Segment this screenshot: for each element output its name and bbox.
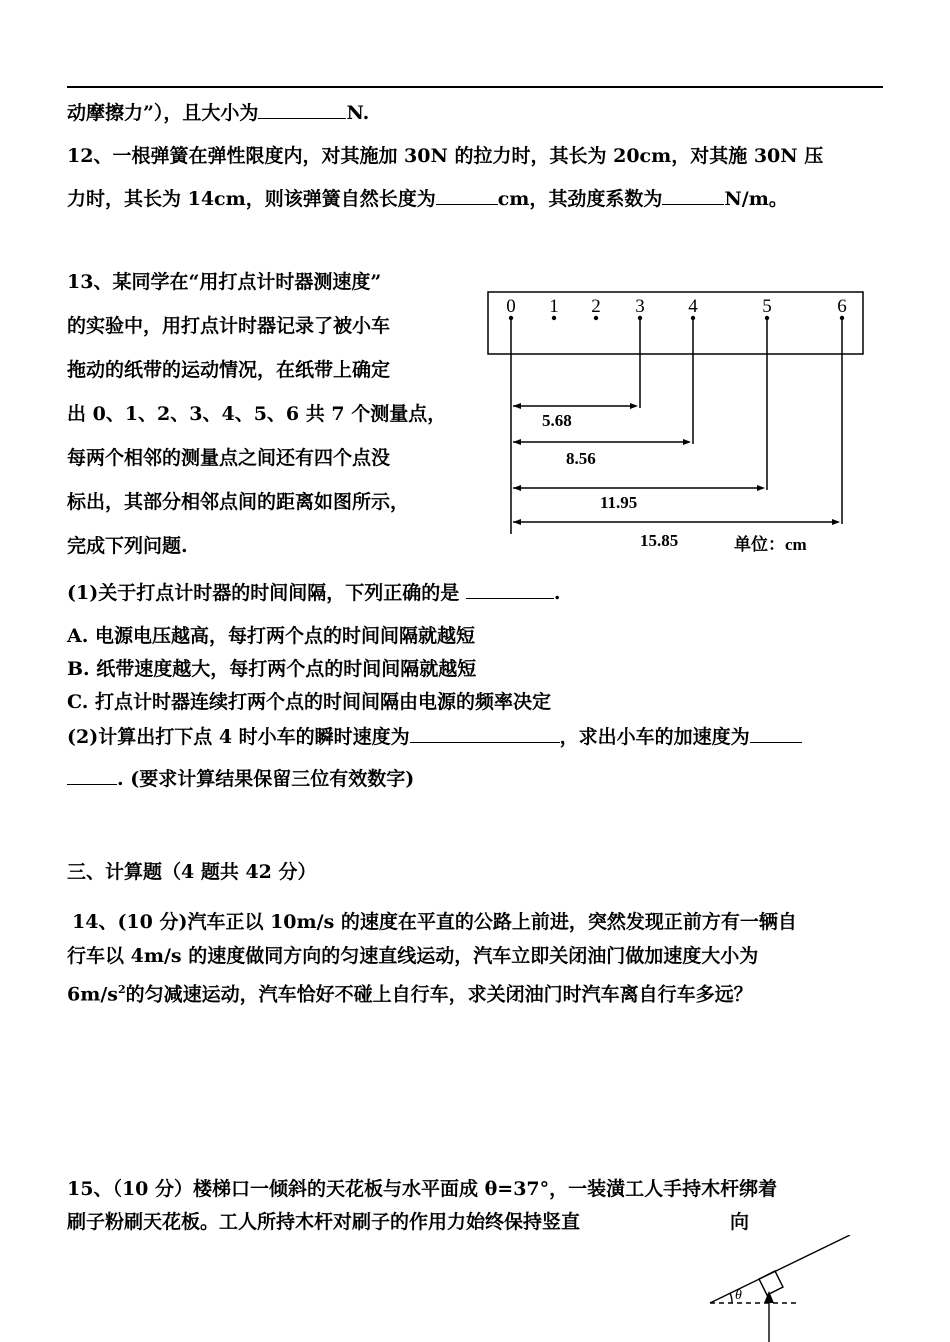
answer-blank[interactable] xyxy=(662,186,724,205)
q12-line2: 力时，其长为 14cm，则该弹簧自然长度为 cm，其劲度系数为 N/m。 xyxy=(67,188,788,210)
option-c: C. 打点计时器连续打两个点的时间间隔由电源的频率决定 xyxy=(67,691,552,713)
option-a: A. 电源电压越高，每打两个点的时间间隔就越短 xyxy=(67,625,475,647)
q13-line5: 每两个相邻的测量点之间还有四个点没 xyxy=(67,447,391,469)
incline-diagram xyxy=(700,1235,900,1342)
q13-line1: 13、某同学在“用打点计时器测速度” xyxy=(67,271,382,293)
point-label-3: 3 xyxy=(635,296,645,317)
q13-part2: (2)计算出打下点 4 时小车的瞬时速度为 ，求出小车的加速度为 xyxy=(67,724,802,749)
q15-line2: 刷子粉刷天花板。工人所持木杆对刷子的作用力始终保持竖直 向 xyxy=(67,1211,750,1233)
point-label-5: 5 xyxy=(762,296,772,317)
option-b: B. 纸带速度越大，每打两个点的时间间隔就越短 xyxy=(67,658,477,680)
ceiling-line xyxy=(710,1235,850,1303)
section-3-heading: 三、计算题（4 题共 42 分） xyxy=(67,861,317,883)
distance-label-6: 15.85 xyxy=(640,531,679,550)
q14-line2: 行车以 4m/s 的速度做同方向的匀速直线运动，汽车立即关闭油门做加速度大小为 xyxy=(67,945,759,967)
brush-box xyxy=(759,1271,783,1295)
tape-rect xyxy=(488,292,863,354)
q14-line3: $6m/s^2$的匀减速运动，汽车恰好不碰上自行车，求关闭油门时汽车离自行车多远？ xyxy=(67,983,753,1006)
arrow-5-left xyxy=(513,485,521,491)
arrow-3-right xyxy=(630,403,638,409)
arrow-5-right xyxy=(757,485,765,491)
answer-blank[interactable] xyxy=(258,100,346,119)
q13-line4: 出 0、1、2、3、4、5、6 共 7 个测量点， xyxy=(67,403,447,425)
q11-tail: 动摩擦力”），且大小为 N. xyxy=(67,102,370,124)
point-label-4: 4 xyxy=(688,296,698,317)
q14-line1: 14、(10 分)汽车正以 10m/s 的速度在平直的公路上前进，突然发现正前方有一辆自 xyxy=(72,911,797,933)
q13-line3: 拖动的纸带的运动情况，在纸带上确定 xyxy=(67,359,391,381)
answer-blank[interactable] xyxy=(466,580,554,599)
q13-part2-cont: . (要求计算结果保留三位有效数字) xyxy=(67,766,414,791)
angle-label: θ xyxy=(735,1288,742,1303)
answer-blank[interactable] xyxy=(67,766,117,785)
unit-label: 单位：cm xyxy=(734,535,807,554)
answer-blank[interactable] xyxy=(436,186,498,205)
arrow-3-left xyxy=(513,403,521,409)
q15-line1: 15、（10 分）楼梯口一倾斜的天花板与水平面成 θ=37°，一装潢工人手持木杆绑着 xyxy=(67,1178,778,1200)
q13-line6: 标出，其部分相邻点间的距离如图所示， xyxy=(67,491,410,513)
arrow-6-right xyxy=(832,519,840,525)
answer-blank[interactable] xyxy=(750,724,802,743)
point-label-1: 1 xyxy=(549,296,559,317)
q13-line7: 完成下列问题. xyxy=(67,535,188,557)
q13-part1: (1)关于打点计时器的时间间隔，下列正确的是 . xyxy=(67,582,561,604)
arrow-4-left xyxy=(513,439,521,445)
point-label-0: 0 xyxy=(506,296,516,317)
angle-arc xyxy=(730,1293,732,1303)
distance-label-5: 11.95 xyxy=(600,493,638,512)
answer-blank[interactable] xyxy=(410,724,560,743)
q12-line1: 12、一根弹簧在弹性限度内，对其施加 30N 的拉力时，其长为 20cm，对其施 30N 压 xyxy=(67,145,824,167)
q13-line2: 的实验中，用打点计时器记录了被小车 xyxy=(67,315,391,337)
arrow-6-left xyxy=(513,519,521,525)
distance-label-4: 8.56 xyxy=(566,449,596,468)
distance-label-3: 5.68 xyxy=(542,411,572,430)
paper-tape-diagram xyxy=(480,286,880,558)
point-label-2: 2 xyxy=(591,296,601,317)
arrow-4-right xyxy=(683,439,691,445)
point-label-6: 6 xyxy=(837,296,847,317)
top-rule xyxy=(67,86,883,88)
